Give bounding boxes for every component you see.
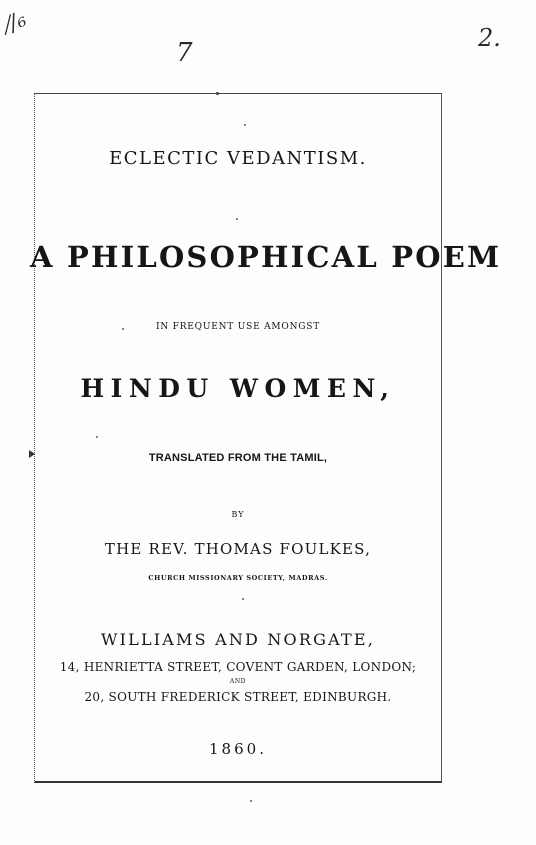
subject-heading: ECLECTIC VEDANTISM. <box>109 148 367 169</box>
publisher-address-edinburgh: 20, SOUTH FREDERICK STREET, EDINBURGH. <box>84 690 392 704</box>
paper-speck <box>250 800 252 802</box>
translation-line: TRANSLATED FROM THE TAMIL, <box>148 452 328 464</box>
address-conjunction: AND <box>229 678 247 685</box>
paper-speck <box>122 328 124 330</box>
paper-speck <box>242 598 244 600</box>
handwritten-mark-top-center: 7 <box>176 38 195 68</box>
author-affiliation: CHURCH MISSIONARY SOCIETY, MADRAS. <box>148 574 328 582</box>
usage-line: IN FREQUENT USE AMONGST <box>155 322 321 332</box>
audience-line: HINDU WOMEN, <box>80 374 396 403</box>
paper-speck <box>236 218 238 220</box>
paper-speck <box>96 436 98 438</box>
by-line: BY <box>231 510 245 519</box>
handwritten-mark-top-right: 2. <box>478 24 501 52</box>
author-name: THE REV. THOMAS FOULKES, <box>104 540 372 558</box>
main-title: A PHILOSOPHICAL POEM <box>30 240 502 274</box>
publication-year: 1860. <box>209 740 267 758</box>
handwritten-mark-top-left: ⁄/₆ <box>1 6 31 39</box>
paper-speck <box>244 124 246 126</box>
publisher-address-london: 14, HENRIETTA STREET, COVENT GARDEN, LONDON; <box>59 660 417 674</box>
publisher-name: WILLIAMS AND NORGATE, <box>100 630 376 649</box>
